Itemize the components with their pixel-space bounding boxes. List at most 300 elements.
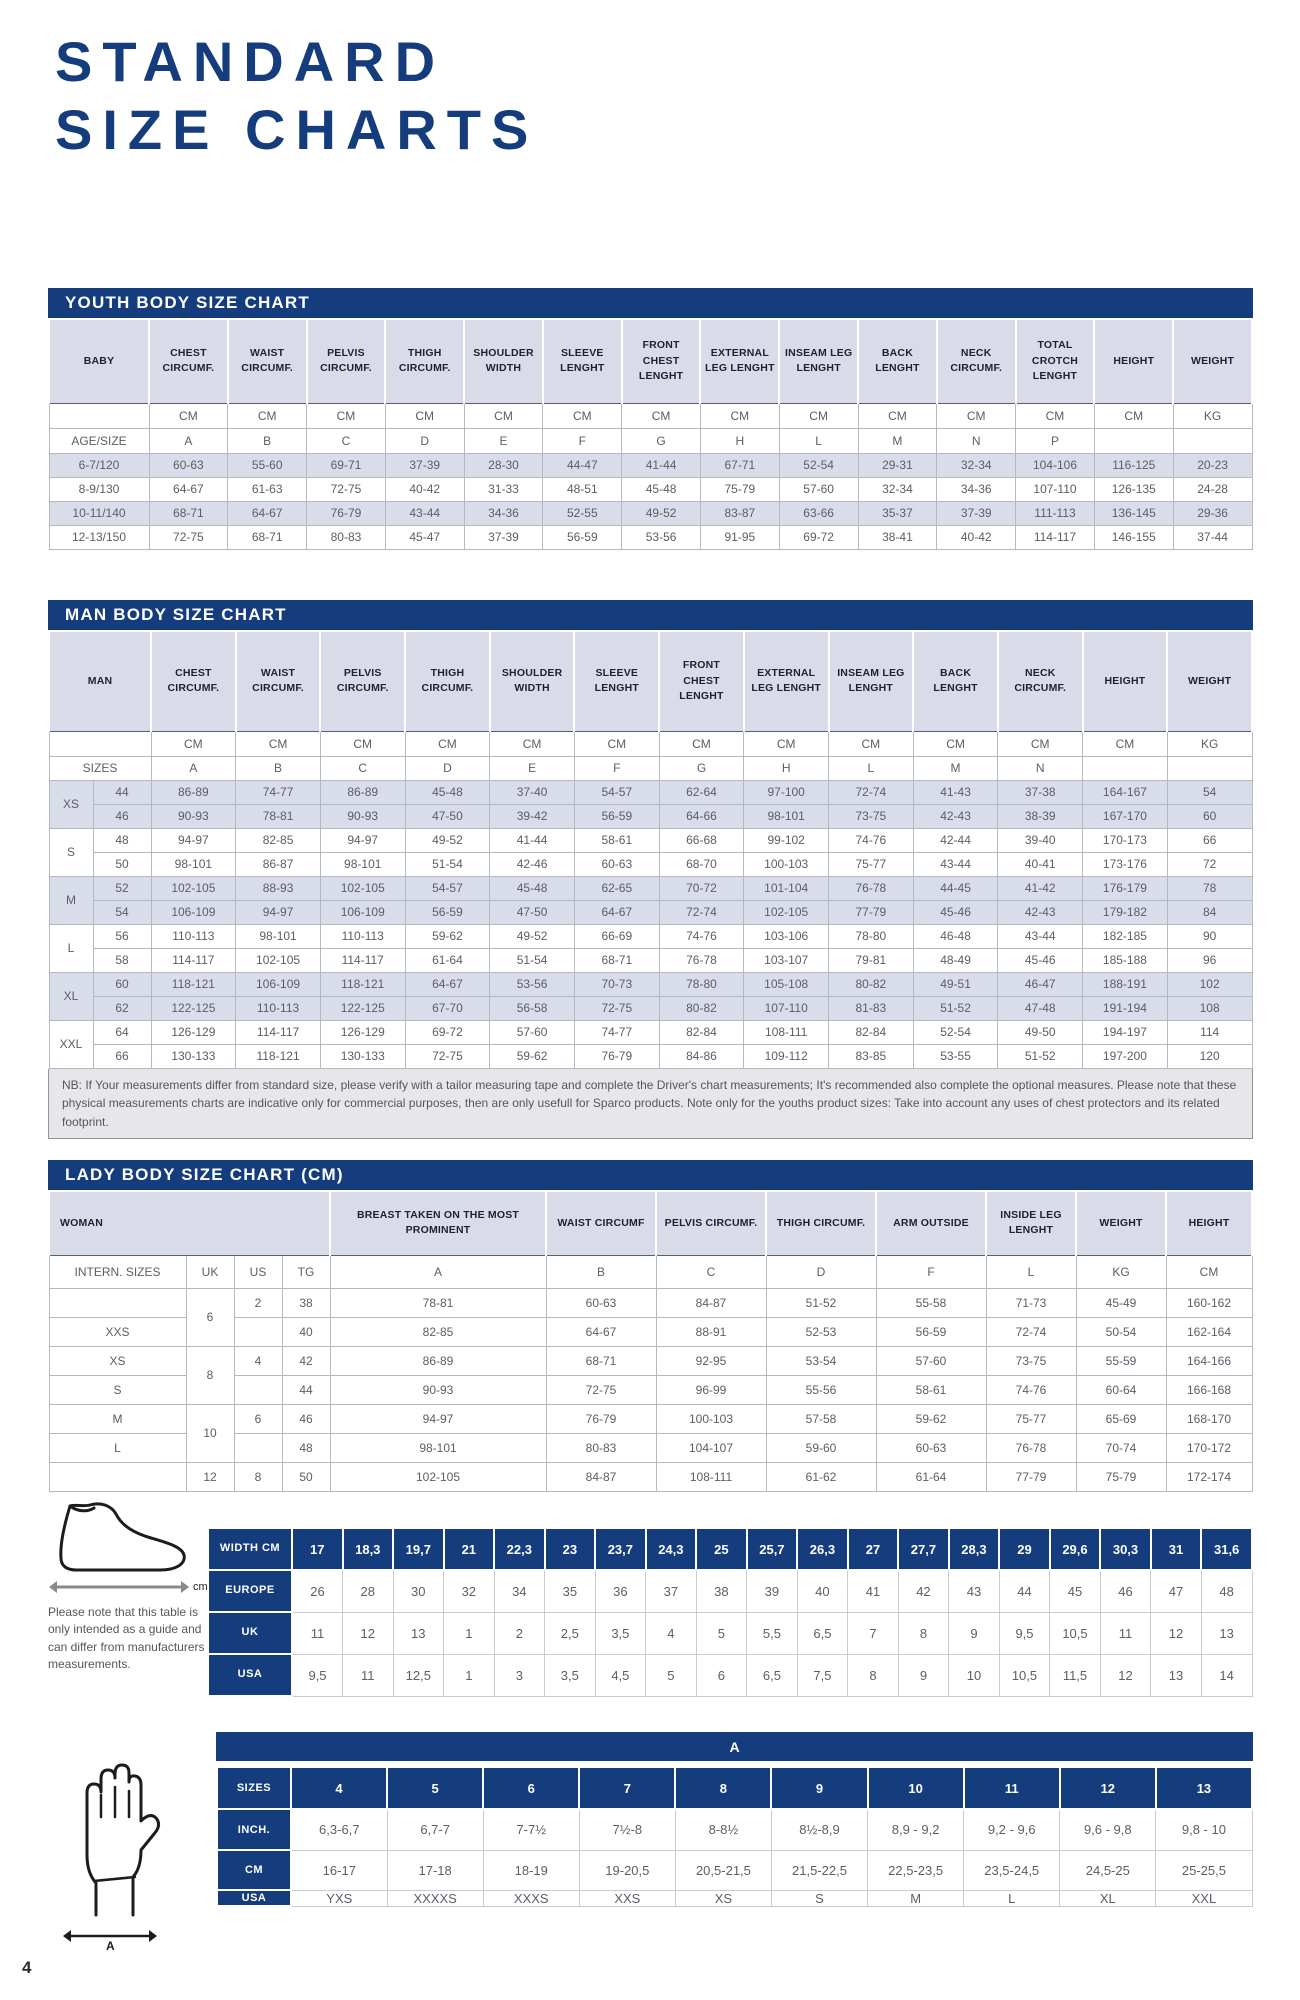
data-cell: 98-101 (320, 852, 405, 876)
data-cell: 61-64 (876, 1462, 986, 1491)
size-cell: 7,5 (797, 1654, 848, 1696)
letters-row (49, 1255, 1252, 1288)
size-cell: 19,7 (393, 1528, 444, 1570)
letter-cell: SIZES (49, 756, 151, 780)
data-cell: 59-62 (876, 1404, 986, 1433)
column-header: NECK CIRCUMF. (998, 631, 1083, 731)
letter-cell: L (829, 756, 914, 780)
size-cell: 24,3 (646, 1528, 697, 1570)
nb-note: NB: If Your measurements differ from standard size, please verify with a tailor measuring tape and complete the Driver's chart measurements; It's recommended also complete the optional measures. Please note that these physical measurements charts are indicative only for commercial purposes, then are only usefull for Sparco products. Note only for the youths product sizes: Take into account any uses of chest protectors and its related footprint. (48, 1069, 1253, 1140)
units-row (49, 731, 1252, 756)
data-cell: 68-70 (659, 852, 744, 876)
unit-cell: CM (744, 731, 829, 756)
letter-cell: AGE/SIZE (49, 428, 149, 453)
data-cell: 10-11/140 (49, 501, 149, 525)
size-cell: 40 (797, 1570, 848, 1612)
letter-cell: C (320, 756, 405, 780)
data-cell: 32-34 (937, 453, 1016, 477)
shoe-icon (48, 1500, 208, 1576)
size-cell: 11 (343, 1654, 394, 1696)
data-cell: 83-87 (700, 501, 779, 525)
data-cell: 29-36 (1173, 501, 1252, 525)
column-header: FRONT CHEST LENGHT (622, 319, 701, 403)
data-cell: 51-52 (766, 1288, 876, 1317)
unit-cell: CM (659, 731, 744, 756)
data-cell: 104-106 (1016, 453, 1095, 477)
data-row (49, 1462, 1252, 1491)
data-cell: 57-60 (876, 1346, 986, 1375)
data-cell: 40-41 (998, 852, 1083, 876)
size-cell: YXS (291, 1890, 387, 1906)
letter-cell: CM (1166, 1255, 1252, 1288)
unit-cell: CM (149, 403, 228, 428)
size-cell: 11 (964, 1767, 1060, 1809)
size-cell: 5 (387, 1767, 483, 1809)
page-title (55, 28, 538, 165)
data-row (49, 924, 1252, 948)
size-cell: 24,5-25 (1060, 1850, 1156, 1890)
data-cell: 102-105 (320, 876, 405, 900)
data-cell: 182-185 (1083, 924, 1168, 948)
glove-row (217, 1767, 1252, 1809)
data-cell: 100-103 (656, 1404, 766, 1433)
data-cell: 34-36 (937, 477, 1016, 501)
size-cell: 20,5-21,5 (675, 1850, 771, 1890)
letter-cell: H (744, 756, 829, 780)
data-cell: 194-197 (1083, 1020, 1168, 1044)
data-cell: 49-52 (622, 501, 701, 525)
column-header: THIGH CIRCUMF. (385, 319, 464, 403)
data-cell: 88-93 (236, 876, 321, 900)
data-cell: 91-95 (700, 525, 779, 549)
data-cell: 98-101 (330, 1433, 546, 1462)
data-cell: 43-44 (385, 501, 464, 525)
column-header: EXTERNAL LEG LENGHT (744, 631, 829, 731)
data-cell: 67-71 (700, 453, 779, 477)
data-cell: 68-71 (228, 525, 307, 549)
size-cell: 11,5 (1050, 1654, 1101, 1696)
data-cell: 58-61 (876, 1375, 986, 1404)
letters-row (49, 756, 1252, 780)
data-cell: 78-80 (829, 924, 914, 948)
us-size-cell (234, 1317, 282, 1346)
data-cell: 61-62 (766, 1462, 876, 1491)
tg-size-cell: 40 (282, 1317, 330, 1346)
column-header: WEIGHT (1173, 319, 1252, 403)
data-cell: 122-125 (151, 996, 236, 1020)
size-cell: XXXXS (387, 1890, 483, 1906)
unit-cell: CM (464, 403, 543, 428)
size-cell: 22,5-23,5 (868, 1850, 964, 1890)
size-cell: 35 (545, 1570, 596, 1612)
data-cell: 102-105 (236, 948, 321, 972)
size-cell: 6,3-6,7 (291, 1809, 387, 1850)
data-cell: 69-71 (307, 453, 386, 477)
data-cell: 103-107 (744, 948, 829, 972)
row-header: SIZES (217, 1767, 291, 1809)
data-cell: 114-117 (151, 948, 236, 972)
data-cell: 54-57 (405, 876, 490, 900)
data-cell: 47-48 (998, 996, 1083, 1020)
data-cell: 191-194 (1083, 996, 1168, 1020)
letter-cell: B (228, 428, 307, 453)
letter-cell: A (151, 756, 236, 780)
size-cell: 22,3 (494, 1528, 545, 1570)
data-cell: 110-113 (320, 924, 405, 948)
glove-table (216, 1766, 1253, 1907)
size-cell: 48 (1201, 1570, 1252, 1612)
data-cell: 162-164 (1166, 1317, 1252, 1346)
data-cell: 71-73 (986, 1288, 1076, 1317)
letter-cell: C (307, 428, 386, 453)
man-body-size-chart (48, 600, 1253, 1139)
data-cell: 75-79 (1076, 1462, 1166, 1491)
size-cell: 3 (494, 1654, 545, 1696)
glove-row (217, 1809, 1252, 1850)
data-cell: 49-52 (405, 828, 490, 852)
shoe-row (208, 1654, 1252, 1696)
unit-cell: CM (913, 731, 998, 756)
data-cell: 114-117 (1016, 525, 1095, 549)
data-cell: 176-179 (1083, 876, 1168, 900)
data-cell: 90-93 (320, 804, 405, 828)
data-cell: 108-111 (744, 1020, 829, 1044)
data-cell: 56-59 (543, 525, 622, 549)
data-cell: 122-125 (320, 996, 405, 1020)
size-cell: 36 (595, 1570, 646, 1612)
unit-cell: CM (1094, 403, 1173, 428)
data-cell: 94-97 (320, 828, 405, 852)
data-cell: 94-97 (330, 1404, 546, 1433)
size-cell: 21,5-22,5 (771, 1850, 867, 1890)
size-cell: 9,5 (292, 1654, 343, 1696)
data-cell: 118-121 (236, 1044, 321, 1068)
size-cell: 11 (1100, 1612, 1151, 1654)
size-cell: 6,5 (797, 1612, 848, 1654)
header-row (49, 319, 1252, 403)
us-size-cell (234, 1433, 282, 1462)
letter-cell: KG (1076, 1255, 1166, 1288)
size-cell: 18,3 (343, 1528, 394, 1570)
data-cell: 110-113 (151, 924, 236, 948)
size-cell: 30 (393, 1570, 444, 1612)
letter-cell: UK (186, 1255, 234, 1288)
data-cell: 70-72 (659, 876, 744, 900)
data-cell: 64-67 (405, 972, 490, 996)
letter-cell: E (490, 756, 575, 780)
data-cell: 99-102 (744, 828, 829, 852)
data-cell: 111-113 (1016, 501, 1095, 525)
uk-size-cell: 10 (186, 1404, 234, 1462)
size-cell: 37 (646, 1570, 697, 1612)
column-header: HEIGHT (1094, 319, 1173, 403)
data-cell: 46-47 (998, 972, 1083, 996)
size-cell: 25-25,5 (1156, 1850, 1252, 1890)
data-cell: 76-79 (574, 1044, 659, 1068)
size-cell: 39 (747, 1570, 798, 1612)
size-group-cell: M (49, 876, 93, 924)
header-row (49, 1191, 1252, 1255)
size-cell: 29 (999, 1528, 1050, 1570)
lady-body-size-chart (48, 1160, 1253, 1492)
data-cell: 47-50 (490, 900, 575, 924)
data-cell: 51-52 (913, 996, 998, 1020)
data-cell: 80-83 (546, 1433, 656, 1462)
size-cell: 9,5 (999, 1612, 1050, 1654)
lady-chart-title: LADY BODY SIZE CHART (CM) (48, 1160, 1253, 1190)
unit-cell: CM (307, 403, 386, 428)
size-cell: 54 (93, 900, 151, 924)
size-cell: 9 (898, 1654, 949, 1696)
data-cell: 58-61 (574, 828, 659, 852)
data-cell: 84-86 (659, 1044, 744, 1068)
size-cell: 13 (393, 1612, 444, 1654)
data-cell: 75-77 (829, 852, 914, 876)
letter-cell: C (656, 1255, 766, 1288)
letter-cell: M (858, 428, 937, 453)
data-cell: 38-41 (858, 525, 937, 549)
data-cell: 44-47 (543, 453, 622, 477)
data-cell: 20-23 (1173, 453, 1252, 477)
data-cell: 57-60 (490, 1020, 575, 1044)
glove-guide-block (62, 1755, 182, 1951)
unit-cell: CM (998, 731, 1083, 756)
data-cell: 108 (1167, 996, 1252, 1020)
size-cell: 26,3 (797, 1528, 848, 1570)
data-cell: 84-87 (546, 1462, 656, 1491)
intl-size-cell: XXS (49, 1317, 186, 1346)
letter-cell: US (234, 1255, 282, 1288)
data-cell: 90 (1167, 924, 1252, 948)
data-cell: 108-111 (656, 1462, 766, 1491)
shoe-guide-block (48, 1500, 208, 1674)
unit-cell: CM (700, 403, 779, 428)
data-cell: 81-83 (829, 996, 914, 1020)
cm-label: cm (193, 1581, 208, 1593)
uk-size-cell: 12 (186, 1462, 234, 1491)
data-cell: 82-85 (330, 1317, 546, 1346)
glove-row (217, 1890, 1252, 1906)
size-cell: 11 (292, 1612, 343, 1654)
data-cell: 45-46 (998, 948, 1083, 972)
size-cell: 47 (1151, 1570, 1202, 1612)
data-cell: 40-42 (937, 525, 1016, 549)
data-cell: 53-56 (490, 972, 575, 996)
data-cell: 42-43 (998, 900, 1083, 924)
data-cell: 49-50 (998, 1020, 1083, 1044)
data-cell: 77-79 (829, 900, 914, 924)
size-cell: 9 (771, 1767, 867, 1809)
data-row (49, 900, 1252, 924)
unit-cell (49, 403, 149, 428)
data-cell: 76-78 (986, 1433, 1076, 1462)
column-header: SLEEVE LENGHT (543, 319, 622, 403)
size-cell: 4 (646, 1612, 697, 1654)
size-cell: 30,3 (1100, 1528, 1151, 1570)
size-cell: 23 (545, 1528, 596, 1570)
data-cell: 80-83 (307, 525, 386, 549)
data-cell: 106-109 (236, 972, 321, 996)
size-cell: 13 (1201, 1612, 1252, 1654)
row-header: INCH. (217, 1809, 291, 1850)
data-cell: 104-107 (656, 1433, 766, 1462)
tg-size-cell: 44 (282, 1375, 330, 1404)
data-cell: 72 (1167, 852, 1252, 876)
data-cell: 72-74 (829, 780, 914, 804)
data-row (49, 453, 1252, 477)
letter-cell: G (659, 756, 744, 780)
size-cell: 9,8 - 10 (1156, 1809, 1252, 1850)
data-cell: 164-166 (1166, 1346, 1252, 1375)
data-cell: 60-64 (1076, 1375, 1166, 1404)
size-cell: 58 (93, 948, 151, 972)
data-cell: 90-93 (151, 804, 236, 828)
data-cell: 170-172 (1166, 1433, 1252, 1462)
unit-cell: CM (1016, 403, 1095, 428)
column-header: WEIGHT (1167, 631, 1252, 731)
size-cell: 34 (494, 1570, 545, 1612)
size-cell: 8 (848, 1654, 899, 1696)
data-row (49, 1020, 1252, 1044)
data-cell: 72-75 (307, 477, 386, 501)
size-cell: 60 (93, 972, 151, 996)
data-cell: 52-55 (543, 501, 622, 525)
size-cell: 42 (898, 1570, 949, 1612)
unit-cell: CM (236, 731, 321, 756)
size-cell: XXS (579, 1890, 675, 1906)
data-cell: 168-170 (1166, 1404, 1252, 1433)
data-cell: 102-105 (330, 1462, 546, 1491)
letter-cell: B (236, 756, 321, 780)
data-cell: 76-79 (307, 501, 386, 525)
youth-body-size-chart (48, 288, 1253, 550)
size-cell: 66 (93, 1044, 151, 1068)
size-cell: 52 (93, 876, 151, 900)
data-cell: 75-77 (986, 1404, 1076, 1433)
unit-cell: KG (1167, 731, 1252, 756)
unit-cell: CM (228, 403, 307, 428)
size-cell: 6,7-7 (387, 1809, 483, 1850)
column-header: INSEAM LEG LENGHT (779, 319, 858, 403)
data-cell: 24-28 (1173, 477, 1252, 501)
data-cell: 78-81 (236, 804, 321, 828)
data-cell: 79-81 (829, 948, 914, 972)
column-header: PELVIS CIRCUMF. (307, 319, 386, 403)
intl-size-cell (49, 1462, 186, 1491)
letter-cell: F (543, 428, 622, 453)
column-header: THIGH CIRCUMF. (405, 631, 490, 731)
data-cell: 70-73 (574, 972, 659, 996)
size-cell: 5,5 (747, 1612, 798, 1654)
letter-cell: A (149, 428, 228, 453)
data-cell: 37-44 (1173, 525, 1252, 549)
intl-size-cell: L (49, 1433, 186, 1462)
data-row (49, 1404, 1252, 1433)
size-cell: 48 (93, 828, 151, 852)
data-cell: 103-106 (744, 924, 829, 948)
data-cell: 69-72 (779, 525, 858, 549)
data-cell: 74-77 (236, 780, 321, 804)
size-cell: 12 (1100, 1654, 1151, 1696)
letter-cell (1094, 428, 1173, 453)
data-cell: 74-76 (659, 924, 744, 948)
data-cell: 68-71 (546, 1346, 656, 1375)
unit-cell: CM (829, 731, 914, 756)
data-cell: 55-59 (1076, 1346, 1166, 1375)
size-cell: 17 (292, 1528, 343, 1570)
data-cell: 41-44 (490, 828, 575, 852)
size-group-cell: S (49, 828, 93, 876)
data-cell: 53-54 (766, 1346, 876, 1375)
data-cell: 100-103 (744, 852, 829, 876)
data-row (49, 525, 1252, 549)
data-cell: 55-56 (766, 1375, 876, 1404)
data-row (49, 852, 1252, 876)
data-cell: 136-145 (1094, 501, 1173, 525)
data-cell: 74-76 (986, 1375, 1076, 1404)
data-cell: 42-43 (913, 804, 998, 828)
data-cell: 66-69 (574, 924, 659, 948)
letter-cell: B (546, 1255, 656, 1288)
size-group-cell: XS (49, 780, 93, 828)
data-cell: 51-52 (998, 1044, 1083, 1068)
data-cell: 63-66 (779, 501, 858, 525)
size-cell: 27,7 (898, 1528, 949, 1570)
data-cell: 43-44 (998, 924, 1083, 948)
data-cell: 59-60 (766, 1433, 876, 1462)
tg-size-cell: 48 (282, 1433, 330, 1462)
us-size-cell: 2 (234, 1288, 282, 1317)
data-cell: 86-87 (236, 852, 321, 876)
data-cell: 116-125 (1094, 453, 1173, 477)
size-cell: XXXS (483, 1890, 579, 1906)
data-cell: 45-49 (1076, 1288, 1166, 1317)
data-cell: 32-34 (858, 477, 937, 501)
data-cell: 86-89 (320, 780, 405, 804)
glove-measure-label: A (106, 1939, 115, 1951)
data-cell: 12-13/150 (49, 525, 149, 549)
data-cell: 109-112 (744, 1044, 829, 1068)
data-cell: 46-48 (913, 924, 998, 948)
size-cell: XXL (1156, 1890, 1252, 1906)
shoe-row (208, 1570, 1252, 1612)
column-header: ARM OUTSIDE (876, 1191, 986, 1255)
data-cell: 45-47 (385, 525, 464, 549)
data-row (49, 1288, 1252, 1317)
size-cell: 56 (93, 924, 151, 948)
tg-size-cell: 38 (282, 1288, 330, 1317)
data-cell: 102-105 (744, 900, 829, 924)
column-header: SLEEVE LENGHT (574, 631, 659, 731)
size-cell: 2,5 (545, 1612, 596, 1654)
data-cell: 54-57 (574, 780, 659, 804)
size-cell: 12 (1060, 1767, 1156, 1809)
data-cell: 64-67 (574, 900, 659, 924)
data-cell: 76-78 (659, 948, 744, 972)
data-cell: 84 (1167, 900, 1252, 924)
data-cell: 53-55 (913, 1044, 998, 1068)
tg-size-cell: 50 (282, 1462, 330, 1491)
data-cell: 110-113 (236, 996, 321, 1020)
size-cell: 10,5 (999, 1654, 1050, 1696)
data-cell: 56-59 (405, 900, 490, 924)
data-cell: 106-109 (320, 900, 405, 924)
man-table (48, 630, 1253, 1069)
data-cell: 41-42 (998, 876, 1083, 900)
data-cell: 64-67 (149, 477, 228, 501)
letter-cell: TG (282, 1255, 330, 1288)
size-cell: 27 (848, 1528, 899, 1570)
